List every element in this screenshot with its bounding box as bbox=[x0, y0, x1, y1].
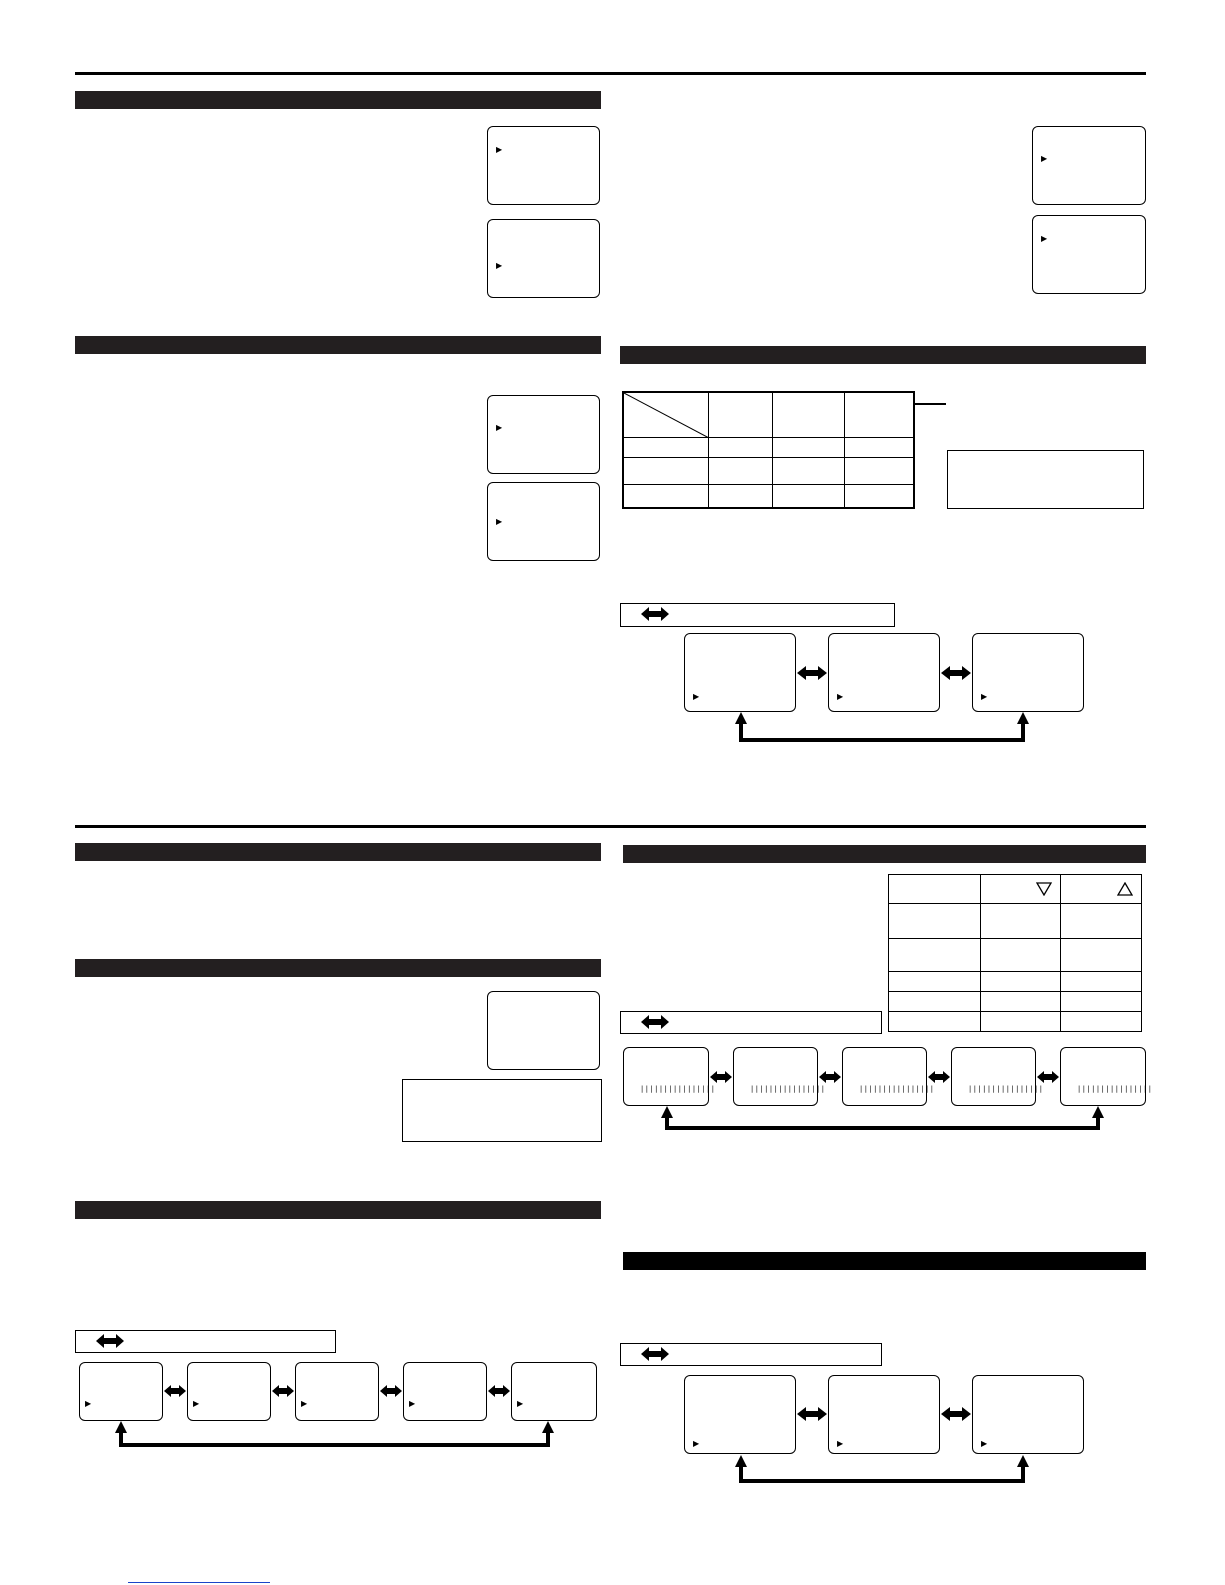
note-box bbox=[947, 450, 1144, 509]
double-arrow-icon bbox=[380, 1385, 402, 1397]
table-cell bbox=[1061, 992, 1142, 1012]
note-box bbox=[402, 1079, 602, 1142]
osd-screen bbox=[951, 1047, 1044, 1106]
cursor-icon: ▶ bbox=[85, 1399, 92, 1408]
osd-screen bbox=[187, 1362, 271, 1421]
osd-screen bbox=[511, 1362, 597, 1421]
loop-arrow-icon bbox=[735, 1455, 1035, 1490]
osd-screen bbox=[79, 1362, 163, 1421]
diagonal-header-cell bbox=[623, 392, 708, 437]
osd-screen bbox=[487, 126, 600, 205]
table-cell bbox=[845, 457, 914, 484]
section-header-bar bbox=[623, 1252, 1146, 1270]
level-bar: |||||||||||||||| bbox=[1077, 1085, 1153, 1093]
cursor-icon: ▶ bbox=[496, 145, 503, 154]
table-cell bbox=[708, 457, 773, 484]
osd-screen bbox=[684, 633, 796, 712]
level-bar: |||||||||||||||| bbox=[640, 1085, 716, 1093]
cursor-icon: ▶ bbox=[496, 517, 503, 526]
double-arrow-icon bbox=[641, 607, 669, 621]
table-cell bbox=[773, 457, 845, 484]
callout-line bbox=[913, 403, 946, 405]
cursor-icon: ▶ bbox=[193, 1399, 200, 1408]
table-cell bbox=[845, 437, 914, 457]
table-cell bbox=[1061, 875, 1142, 904]
section-header-bar bbox=[75, 1201, 601, 1219]
cursor-icon: ▶ bbox=[517, 1399, 524, 1408]
diagonal-line bbox=[624, 393, 709, 438]
cursor-icon: ▶ bbox=[981, 692, 988, 701]
loop-arrow-icon bbox=[661, 1106, 1111, 1136]
double-arrow-icon bbox=[1037, 1071, 1059, 1083]
section-header-bar bbox=[623, 845, 1146, 863]
double-arrow-icon bbox=[797, 666, 827, 680]
table-cell bbox=[708, 437, 773, 457]
osd-screen bbox=[733, 1047, 826, 1106]
double-arrow-icon bbox=[641, 1347, 669, 1361]
cursor-icon: ▶ bbox=[1041, 154, 1048, 163]
table-cell bbox=[1061, 904, 1142, 939]
page-top-rule bbox=[75, 72, 1146, 75]
osd-screen bbox=[1060, 1047, 1153, 1106]
table-cell bbox=[1061, 972, 1142, 992]
osd-screen bbox=[487, 991, 600, 1070]
table-cell bbox=[889, 904, 981, 939]
table-cell bbox=[845, 484, 914, 508]
double-arrow-icon bbox=[710, 1071, 732, 1083]
osd-screen bbox=[828, 633, 940, 712]
table-cell bbox=[889, 1012, 981, 1032]
table-cell bbox=[708, 484, 773, 508]
loop-arrow-icon bbox=[735, 712, 1035, 747]
double-arrow-icon bbox=[641, 1015, 669, 1029]
osd-screen bbox=[623, 1047, 716, 1106]
table-cell bbox=[623, 437, 708, 457]
adjust-table bbox=[888, 874, 1142, 1032]
table-cell bbox=[1061, 1012, 1142, 1032]
table-cell bbox=[889, 972, 981, 992]
cursor-icon: ▶ bbox=[837, 1439, 844, 1448]
section-header-bar bbox=[620, 346, 1146, 364]
cursor-icon: ▶ bbox=[409, 1399, 416, 1408]
table-cell bbox=[708, 392, 773, 437]
cursor-icon: ▶ bbox=[1041, 234, 1048, 243]
table-cell bbox=[889, 992, 981, 1012]
osd-screen bbox=[403, 1362, 487, 1421]
osd-screen bbox=[487, 482, 600, 561]
table-cell bbox=[623, 457, 708, 484]
table-cell bbox=[980, 875, 1061, 904]
double-arrow-icon bbox=[819, 1071, 841, 1083]
table-cell bbox=[623, 484, 708, 508]
cursor-icon: ▶ bbox=[693, 1439, 700, 1448]
button-legend-box bbox=[620, 603, 895, 627]
down-triangle-icon bbox=[1036, 882, 1052, 896]
double-arrow-icon bbox=[488, 1385, 510, 1397]
cursor-icon: ▶ bbox=[496, 261, 503, 270]
double-arrow-icon bbox=[272, 1385, 294, 1397]
double-arrow-icon bbox=[96, 1334, 124, 1348]
table-cell bbox=[980, 904, 1061, 939]
double-arrow-icon bbox=[928, 1071, 950, 1083]
table-cell bbox=[773, 484, 845, 508]
section-header-bar bbox=[75, 959, 601, 977]
double-arrow-icon bbox=[941, 666, 971, 680]
table-cell bbox=[889, 939, 981, 972]
osd-screen bbox=[828, 1375, 940, 1454]
table-cell bbox=[980, 972, 1061, 992]
button-legend-box bbox=[620, 1343, 882, 1366]
button-legend-box bbox=[620, 1011, 882, 1034]
osd-screen bbox=[1032, 215, 1146, 294]
osd-screen bbox=[684, 1375, 796, 1454]
section-divider-rule bbox=[75, 825, 1146, 828]
osd-screen bbox=[487, 219, 600, 298]
osd-screen bbox=[1032, 126, 1146, 205]
section-header-bar bbox=[75, 91, 601, 109]
button-legend-box bbox=[75, 1330, 336, 1353]
cursor-icon: ▶ bbox=[693, 692, 700, 701]
cursor-icon: ▶ bbox=[496, 423, 503, 432]
footer-link[interactable] bbox=[128, 1571, 270, 1583]
double-arrow-icon bbox=[941, 1407, 971, 1421]
table-cell bbox=[773, 392, 845, 437]
osd-screen bbox=[972, 633, 1084, 712]
level-bar: |||||||||||||||| bbox=[859, 1085, 935, 1093]
mode-table bbox=[622, 391, 915, 509]
cursor-icon: ▶ bbox=[837, 692, 844, 701]
loop-arrow-icon bbox=[115, 1421, 555, 1451]
osd-screen bbox=[487, 395, 600, 474]
table-cell bbox=[1061, 939, 1142, 972]
table-cell bbox=[845, 392, 914, 437]
section-header-bar bbox=[75, 336, 601, 354]
table-cell bbox=[980, 992, 1061, 1012]
double-arrow-icon bbox=[164, 1385, 186, 1397]
osd-screen bbox=[972, 1375, 1084, 1454]
osd-screen bbox=[295, 1362, 379, 1421]
cursor-icon: ▶ bbox=[981, 1439, 988, 1448]
table-cell bbox=[889, 875, 981, 904]
table-cell bbox=[980, 1012, 1061, 1032]
double-arrow-icon bbox=[797, 1407, 827, 1421]
up-triangle-icon bbox=[1117, 882, 1133, 896]
table-cell bbox=[980, 939, 1061, 972]
section-header-bar bbox=[75, 843, 601, 861]
osd-screen bbox=[842, 1047, 935, 1106]
table-cell bbox=[773, 437, 845, 457]
cursor-icon: ▶ bbox=[301, 1399, 308, 1408]
level-bar: |||||||||||||||| bbox=[968, 1085, 1044, 1093]
level-bar: |||||||||||||||| bbox=[750, 1085, 826, 1093]
